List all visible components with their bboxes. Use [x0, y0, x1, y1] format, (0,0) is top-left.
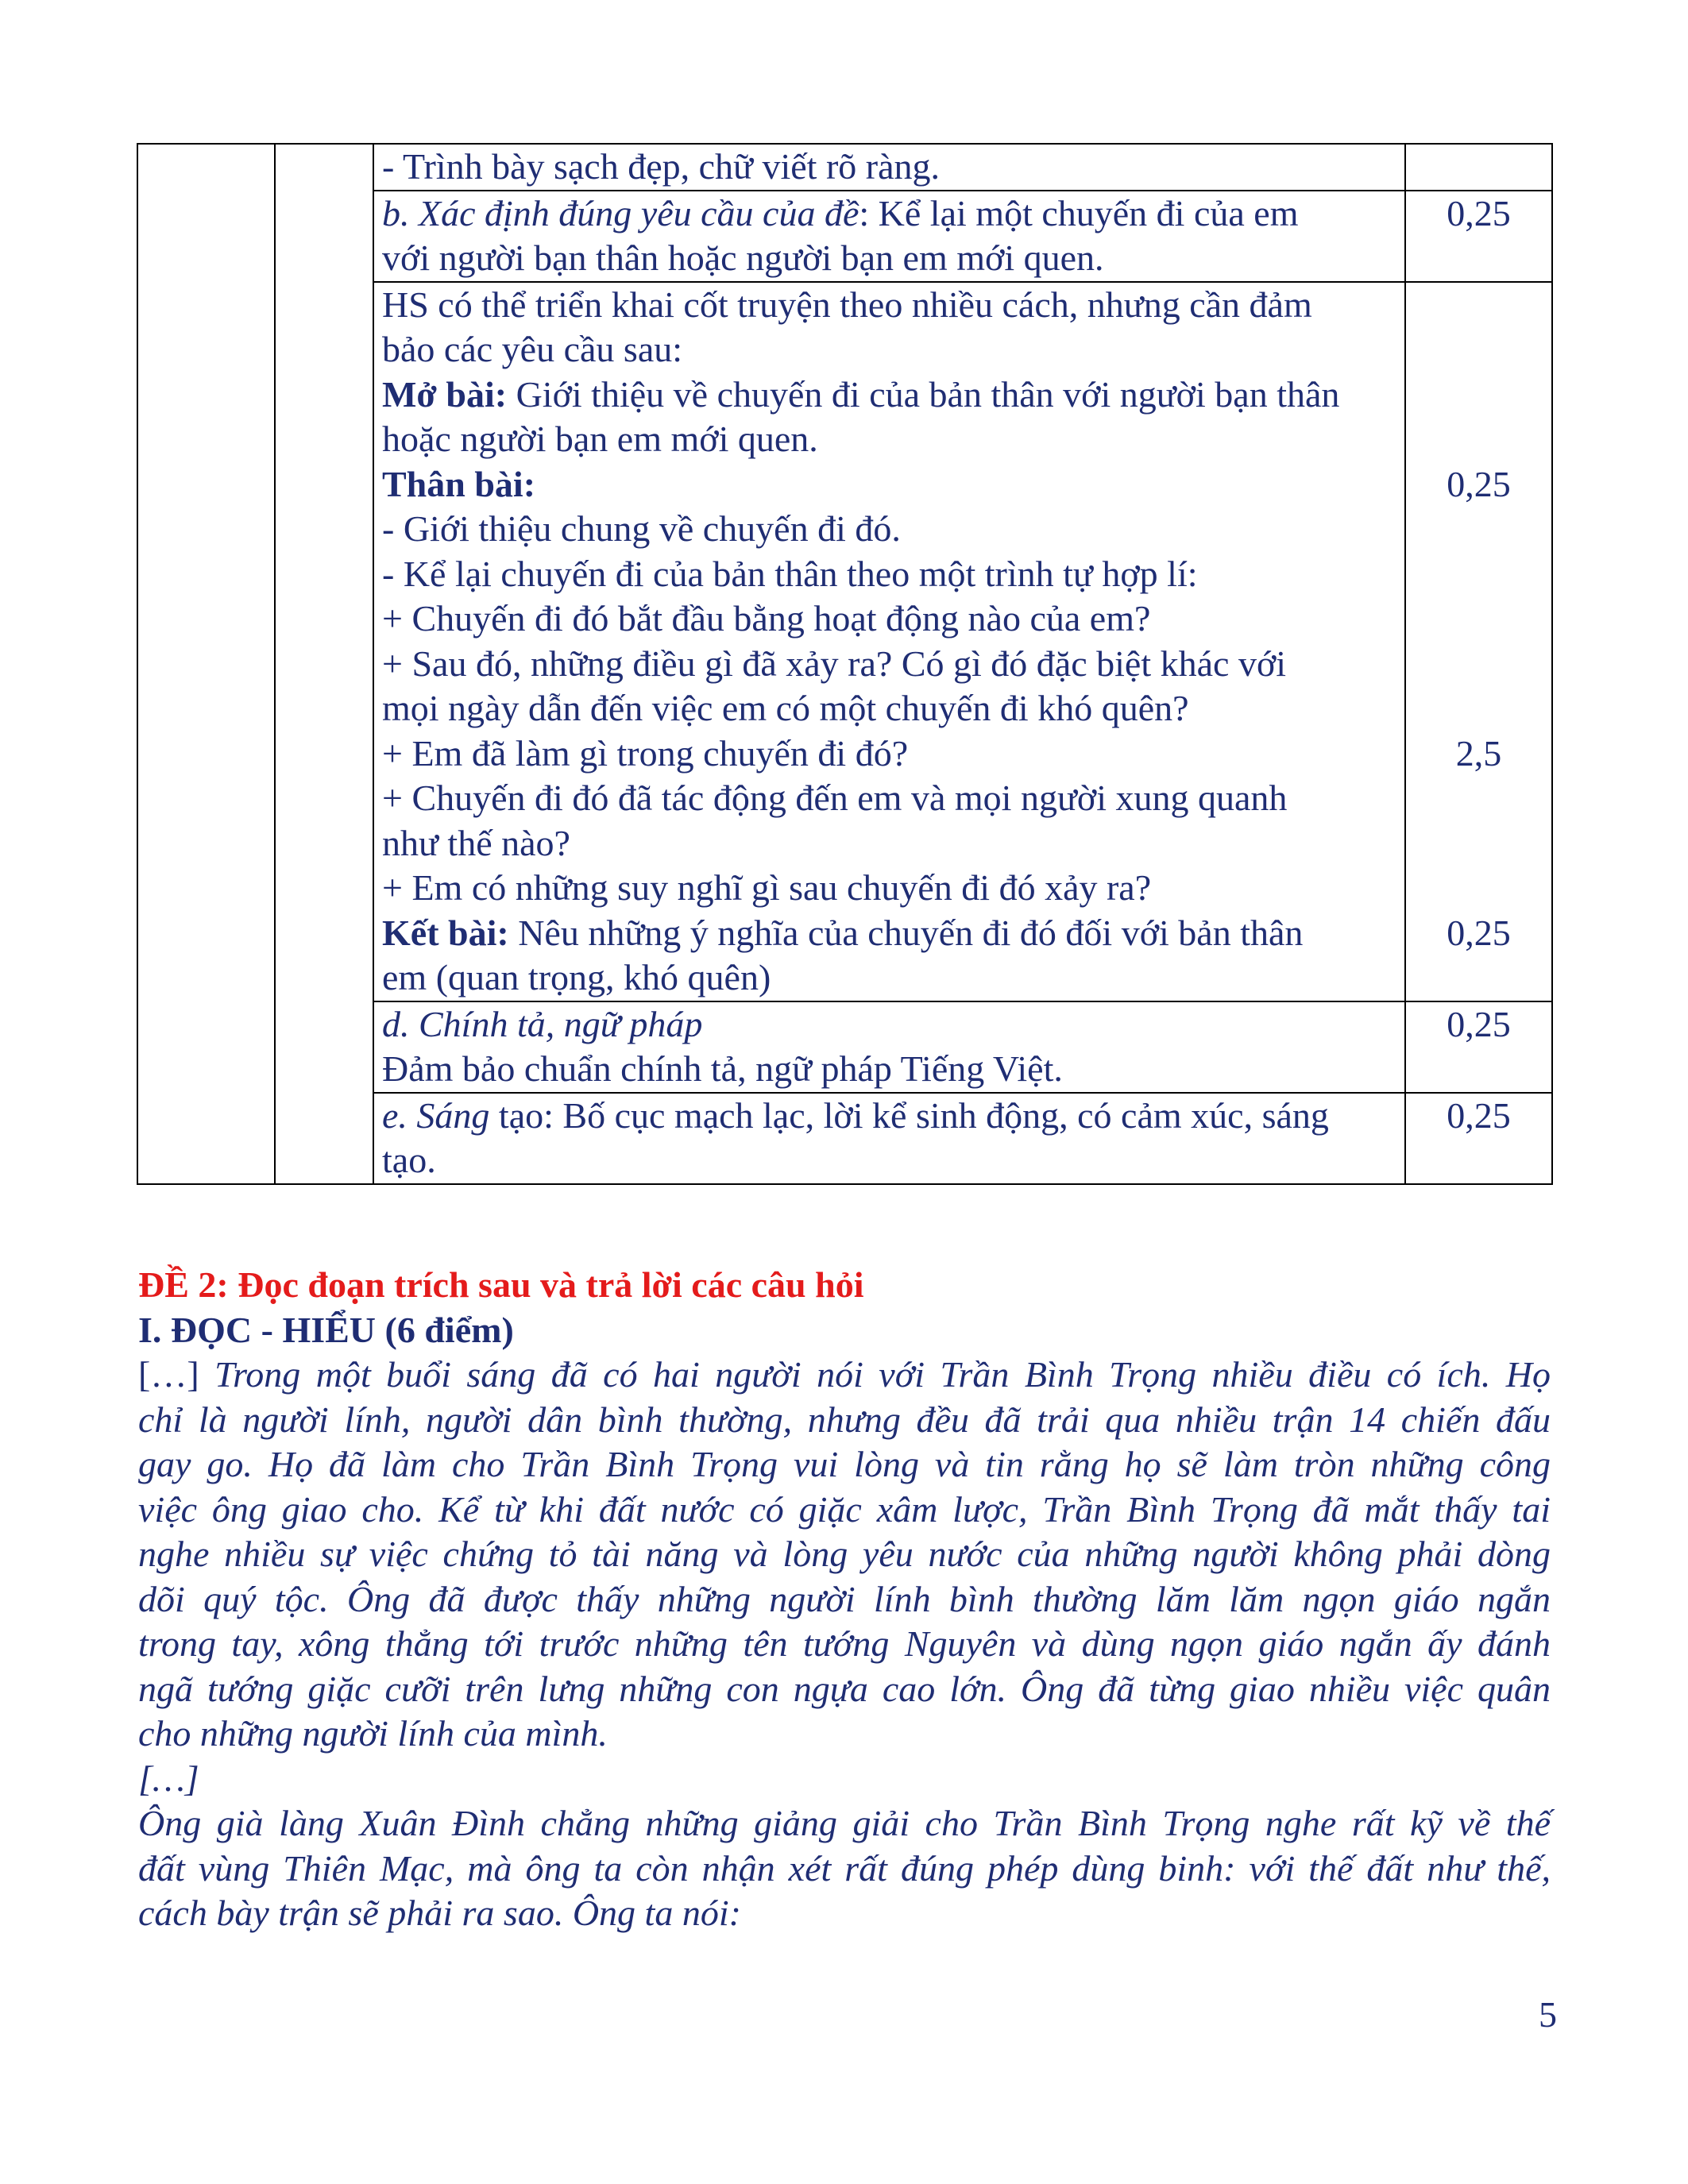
- criteria-line: - Kể lại chuyến đi của bản thân theo một trình tự hợp lí:: [382, 553, 1198, 594]
- criteria-line: [382, 911, 1396, 956]
- empty-cell-col1: [137, 144, 275, 1184]
- rubric-table: [137, 143, 1553, 1185]
- passage-line: trong tay, xông thẳng tới trước những tên tướng Nguyên và dùng ngọn giáo ngắn ấy đánh: [138, 1623, 1551, 1664]
- section-title: ĐỀ 2: Đọc đoạn trích sau và trả lời các câu hỏi: [138, 1264, 864, 1305]
- criteria-line: + Sau đó, những điều gì đã xảy ra? Có gì đó đặc biệt khác với: [382, 642, 1287, 684]
- table-row: [137, 144, 1552, 191]
- passage-line: việc ông giao cho. Kể từ khi đất nước có giặc xâm lược, Trần Bình Trọng đã mắt thấy tai: [138, 1488, 1551, 1530]
- criteria-line: HS có thể triển khai cốt truyện theo nhiều cách, nhưng cần đảm: [382, 284, 1312, 325]
- score-value: 0,25: [1447, 912, 1511, 953]
- passage-line: ngã tướng giặc cưỡi trên lưng những con ngựa cao lớn. Ông đã từng giao nhiều việc quân: [138, 1668, 1551, 1709]
- criteria-line: [382, 1094, 1396, 1139]
- passage-line: […] Trong một buổi sáng đã có hai người nói với Trần Bình Trọng nhiều điều có ích. Họ: [138, 1354, 1551, 1395]
- passage-line: nghe nhiều sự việc chứng tỏ tài năng và lòng yêu nước của những người không phải dòng: [138, 1534, 1551, 1574]
- criteria-line: + Chuyến đi đó bắt đầu bằng hoạt động nào của em?: [382, 598, 1151, 639]
- passage-line: Ông già làng Xuân Đình chẳng những giảng giải cho Trần Bình Trọng nghe rất kỹ về thế: [138, 1803, 1551, 1843]
- criteria-cell: [373, 282, 1405, 1001]
- criteria-line: với người bạn thân hoặc người bạn em mới quen.: [382, 237, 1104, 278]
- criteria-line: tạo.: [382, 1140, 436, 1180]
- criteria-line: - Giới thiệu chung về chuyến đi đó.: [382, 508, 901, 549]
- score-cell: [1405, 282, 1552, 1001]
- passage-line: dõi quý tộc. Ông đã được thấy những người lính bình thường lăm lăm ngọn giáo ngắn: [138, 1578, 1551, 1619]
- ellipsis-line: […]: [138, 1758, 199, 1799]
- empty-cell-col2: [275, 144, 373, 1184]
- than-bai-label: Thân bài:: [382, 463, 536, 504]
- criteria-line: [382, 191, 1396, 237]
- criteria-line: [382, 372, 1396, 418]
- score-cell: 0,25: [1405, 191, 1552, 282]
- criteria-text: : Kể lại một chuyến đi của em: [859, 192, 1299, 233]
- score-cell: 0,25: [1405, 1093, 1552, 1184]
- criteria-line: hoặc người bạn em mới quen.: [382, 419, 818, 459]
- mo-bai-text: Giới thiệu về chuyến đi của bản thân với người bạn thân: [507, 373, 1340, 415]
- criteria-cell: [373, 191, 1405, 282]
- criteria-line: Đảm bảo chuẩn chính tả, ngữ pháp Tiếng Việt.: [382, 1048, 1063, 1089]
- criteria-label: e. Sáng: [382, 1094, 490, 1136]
- ket-bai-text: Nêu những ý nghĩa của chuyến đi đó đối với bản thân: [508, 912, 1304, 953]
- criteria-line: + Em có những suy nghĩ gì sau chuyến đi đó xảy ra?: [382, 867, 1152, 908]
- section-subtitle: I. ĐỌC - HIỂU (6 điểm): [138, 1310, 514, 1350]
- reading-passage: [138, 1352, 1551, 1936]
- score-value: 0,25: [1447, 463, 1511, 504]
- criteria-line: + Em đã làm gì trong chuyến đi đó?: [382, 732, 909, 774]
- mo-bai-label: Mở bài:: [382, 373, 508, 415]
- criteria-line: mọi ngày dẫn đến việc em có một chuyến đi khó quên?: [382, 688, 1189, 728]
- score-value: 2,5: [1455, 732, 1502, 774]
- criteria-cell: [373, 1001, 1405, 1093]
- passage-line: đất vùng Thiên Mạc, mà ông ta còn nhận xét rất đúng phép dùng binh: với thế đất như thế,: [138, 1847, 1551, 1889]
- criteria-line: em (quan trọng, khó quên): [382, 957, 771, 997]
- criteria-line: - Trình bày sạch đẹp, chữ viết rõ ràng.: [382, 146, 941, 187]
- criteria-line: như thế nào?: [382, 822, 570, 863]
- criteria-cell: [373, 1093, 1405, 1184]
- passage-line: cách bày trận sẽ phải ra sao. Ông ta nói:: [138, 1893, 741, 1933]
- passage-line: gay go. Họ đã làm cho Trần Bình Trọng vui lòng và tin rằng họ sẽ làm tròn những công: [138, 1444, 1551, 1484]
- criteria-cell: [373, 144, 1405, 191]
- passage-line: chỉ là người lính, người dân bình thường, nhưng đều đã trải qua nhiều trận 14 chiến đấu: [138, 1399, 1551, 1440]
- criteria-line: + Chuyến đi đó đã tác động đến em và mọi người xung quanh: [382, 778, 1288, 818]
- ket-bai-label: Kết bài:: [382, 912, 509, 953]
- criteria-label: b. Xác định đúng yêu cầu của đề: [382, 192, 859, 233]
- score-cell: 0,25: [1405, 1001, 1552, 1093]
- criteria-line: bảo các yêu cầu sau:: [382, 329, 683, 369]
- page-number: 5: [1539, 1994, 1557, 2035]
- criteria-label: d. Chính tả, ngữ pháp: [382, 1003, 703, 1044]
- ellipsis-mark: […]: [138, 1354, 199, 1395]
- passage-line: cho những người lính của mình.: [138, 1713, 608, 1754]
- criteria-text: tạo: Bố cục mạch lạc, lời kể sinh động, có cảm xúc, sáng: [489, 1094, 1329, 1136]
- score-cell: [1405, 144, 1552, 191]
